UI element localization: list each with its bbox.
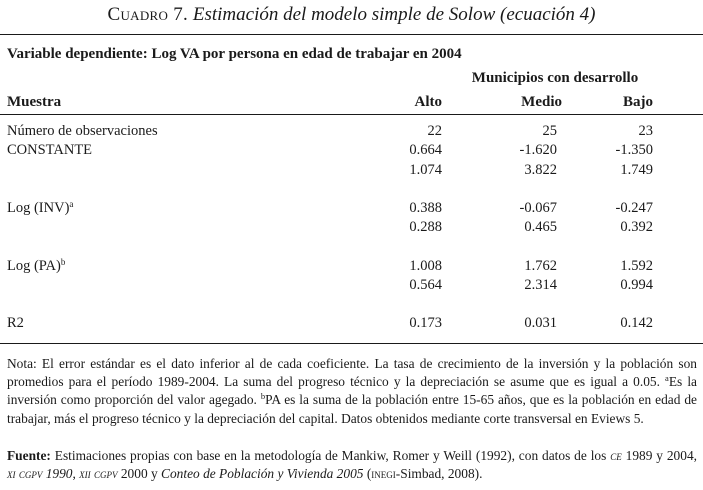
row-label: Log (PA)$^b$ (7, 257, 66, 274)
table-cell: 23 (638, 123, 653, 139)
table-cell: 1.762 (524, 258, 557, 274)
table-cell: 25 (542, 123, 557, 139)
table-cell: -1.620 (519, 142, 557, 158)
column-header-bajo: Bajo (623, 94, 653, 110)
table-cell: 0.173 (409, 315, 442, 331)
table-cell: 0.392 (620, 219, 653, 235)
table-cell: 3.822 (524, 162, 557, 178)
table-source: Fuente: Estimaciones propias con base en la metodología de Mankiw, Romer y Weill (1992), con datos de los ce 1989 y 2004, xi cgpv 1990, xii cgpv 2000 y Conteo de Población y Vivienda 2005 (inegi-Simbad, 2008). (7, 448, 697, 482)
table-title (0, 4, 703, 26)
table-caption: Estimación del modelo simple de Solow (ecuación 4) (192, 4, 596, 25)
table-cell: 1.749 (620, 162, 653, 178)
group-header: Municipios con desarrollo (471, 70, 639, 86)
table-cell: 0.465 (524, 219, 557, 235)
footnote-marker: a (69, 199, 74, 209)
table-cell: 2.314 (524, 277, 557, 293)
table-note: Nota: El error estándar es el dato inferior al de cada coeficiente. La tasa de crecimiento de la inversión y la población son promedios para el período 1989-2004. La suma del progreso técnico y la depreciación se asume que es igual a 0.05. $^a$Es la inversión como proporción del valor agegado. $^b$PA es la suma de la población entre 15-65 años, que es la población en edad de trabajar, más el progreso técnico y la depreciación del capital. Datos obtenidos mediante corte transversal en Eviews 5. (7, 356, 697, 426)
row-label: Log (INV)$^a$ (7, 199, 74, 216)
table-cell: 1.008 (409, 258, 442, 274)
row-label: R2 (7, 315, 24, 331)
table-cell: 22 (427, 123, 442, 139)
table-cell: -1.350 (615, 142, 653, 158)
bottom-rule (0, 343, 703, 344)
footnote-marker: b (60, 257, 66, 267)
table-cell: 0.388 (409, 200, 442, 216)
column-header-medio: Medio (521, 94, 562, 110)
top-rule (0, 34, 703, 35)
table-cell: 0.031 (524, 315, 557, 331)
stub-header: Muestra (7, 94, 62, 110)
table-cell: 0.142 (620, 315, 653, 331)
table-cell: 0.994 (620, 277, 653, 293)
table-cell: -0.247 (615, 200, 653, 216)
table-cell: 1.592 (620, 258, 653, 274)
table-number: Cuadro 7. (107, 4, 189, 25)
column-header-alto: Alto (414, 94, 442, 110)
row-label: CONSTANTE (7, 142, 93, 158)
dependent-variable: Variable dependiente: Log VA por persona en edad de trabajar en 2004 (7, 46, 462, 62)
table-cell: -0.067 (519, 200, 557, 216)
table-cell: 0.288 (409, 219, 442, 235)
row-label: Número de observaciones (7, 123, 158, 139)
header-rule (0, 114, 703, 115)
table-cell: 0.664 (409, 142, 442, 158)
table-cell: 0.564 (409, 277, 442, 293)
table-cell: 1.074 (409, 162, 442, 178)
